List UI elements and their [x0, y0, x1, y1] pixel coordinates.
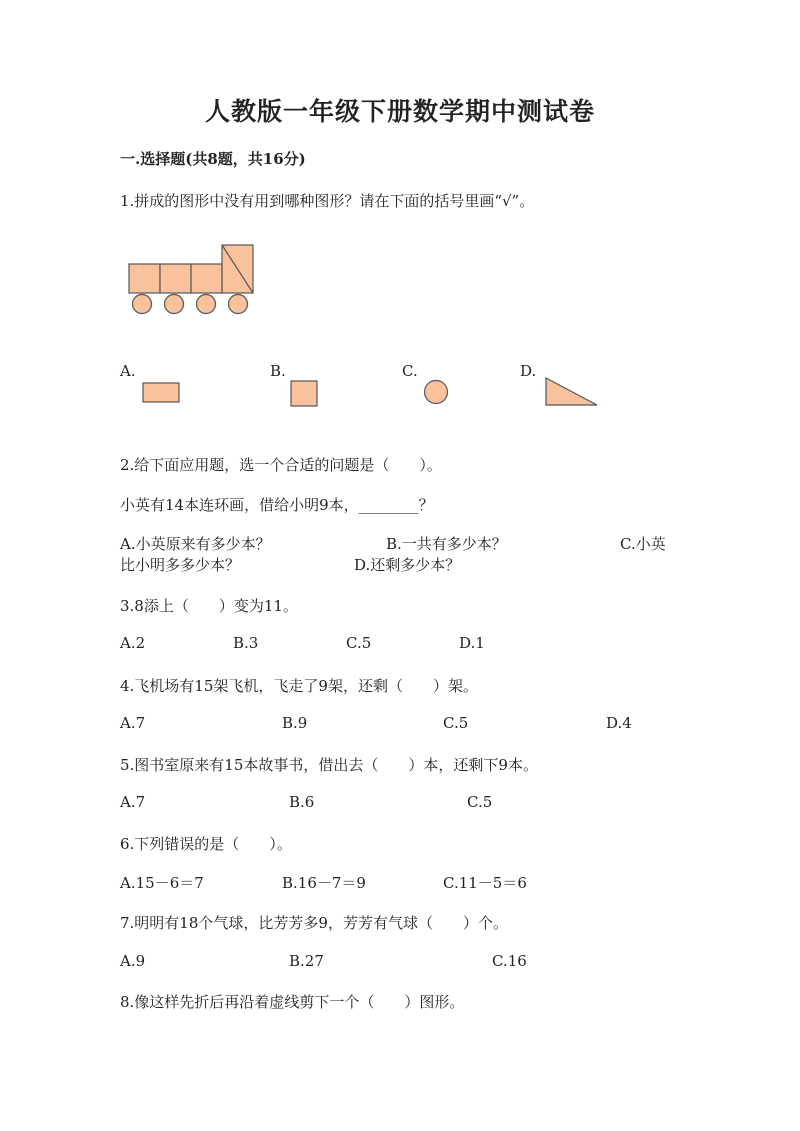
q3-option-a[interactable]: A.2: [120, 634, 146, 652]
train-wheel-4: [229, 295, 248, 314]
q3-option-b[interactable]: B.3: [233, 634, 259, 652]
q4-option-d[interactable]: D.4: [606, 714, 632, 732]
q3-option-d[interactable]: D.1: [459, 634, 485, 652]
train-body-rect-2: [160, 264, 191, 293]
q4-option-c[interactable]: C.5: [443, 714, 469, 732]
circle-shape: [423, 379, 449, 405]
train-wheel-2: [165, 295, 184, 314]
q2-option-c-continued: 比小明多多少本？: [120, 556, 241, 574]
q2-option-c[interactable]: C.小英: [620, 535, 666, 553]
q3-option-c[interactable]: C.5: [346, 634, 372, 652]
question-7-text: 7.明明有18个气球，比芳芳多9，芳芳有气球（ ）个。: [120, 914, 508, 932]
q2-option-d[interactable]: D.还剩多少本？: [354, 556, 461, 574]
right-triangle-shape: [544, 376, 600, 408]
q1-option-c-label[interactable]: C.: [402, 362, 418, 380]
train-wheel-3: [197, 295, 216, 314]
q7-option-b[interactable]: B.27: [289, 952, 324, 970]
q6-option-b[interactable]: B.16－7＝9: [282, 874, 366, 892]
question-4-text: 4.飞机场有15架飞机，飞走了9架，还剩（ ）架。: [120, 677, 478, 695]
train-body-rect-3: [191, 264, 222, 293]
question-8-text: 8.像这样先折后再沿着虚线剪下一个（ ）图形。: [120, 993, 465, 1011]
q5-option-c[interactable]: C.5: [467, 793, 493, 811]
q1-option-b-label[interactable]: B.: [270, 362, 286, 380]
q6-option-a[interactable]: A.15－6＝7: [120, 874, 204, 892]
train-figure: [128, 244, 258, 316]
q5-option-b[interactable]: B.6: [289, 793, 315, 811]
q4-option-a[interactable]: A.7: [120, 714, 146, 732]
square-shape: [290, 380, 318, 408]
q1-option-d-label[interactable]: D.: [520, 362, 537, 380]
question-2-problem: 小英有14本连环画，借给小明9本，________？: [120, 496, 434, 514]
q4-option-b[interactable]: B.9: [282, 714, 308, 732]
question-5-text: 5.图书室原来有15本故事书，借出去（ ）本，还剩下9本。: [120, 756, 538, 774]
train-body-rect-1: [129, 264, 160, 293]
q1-option-a-label[interactable]: A.: [120, 362, 136, 380]
page-title: 人教版一年级下册数学期中测试卷: [204, 97, 595, 126]
q2-option-a[interactable]: A.小英原来有多少本？: [120, 535, 271, 553]
train-wheel-1: [133, 295, 152, 314]
question-2-text: 2.给下面应用题，选一个合适的问题是（ ）。: [120, 456, 442, 474]
question-3-text: 3.8添上（ ）变为11。: [120, 597, 298, 615]
section-heading: 一.选择题(共8题，共16分): [120, 150, 306, 168]
q7-option-a[interactable]: A.9: [120, 952, 146, 970]
question-1-text: 1.拼成的图形中没有用到哪种图形？请在下面的括号里画“√”。: [120, 192, 535, 210]
q7-option-c[interactable]: C.16: [492, 952, 527, 970]
q6-option-c[interactable]: C.11－5＝6: [443, 874, 527, 892]
rectangle-shape: [142, 382, 180, 404]
question-6-text: 6.下列错误的是（ ）。: [120, 835, 292, 853]
q2-option-b[interactable]: B.一共有多少本？: [386, 535, 507, 553]
q5-option-a[interactable]: A.7: [120, 793, 146, 811]
